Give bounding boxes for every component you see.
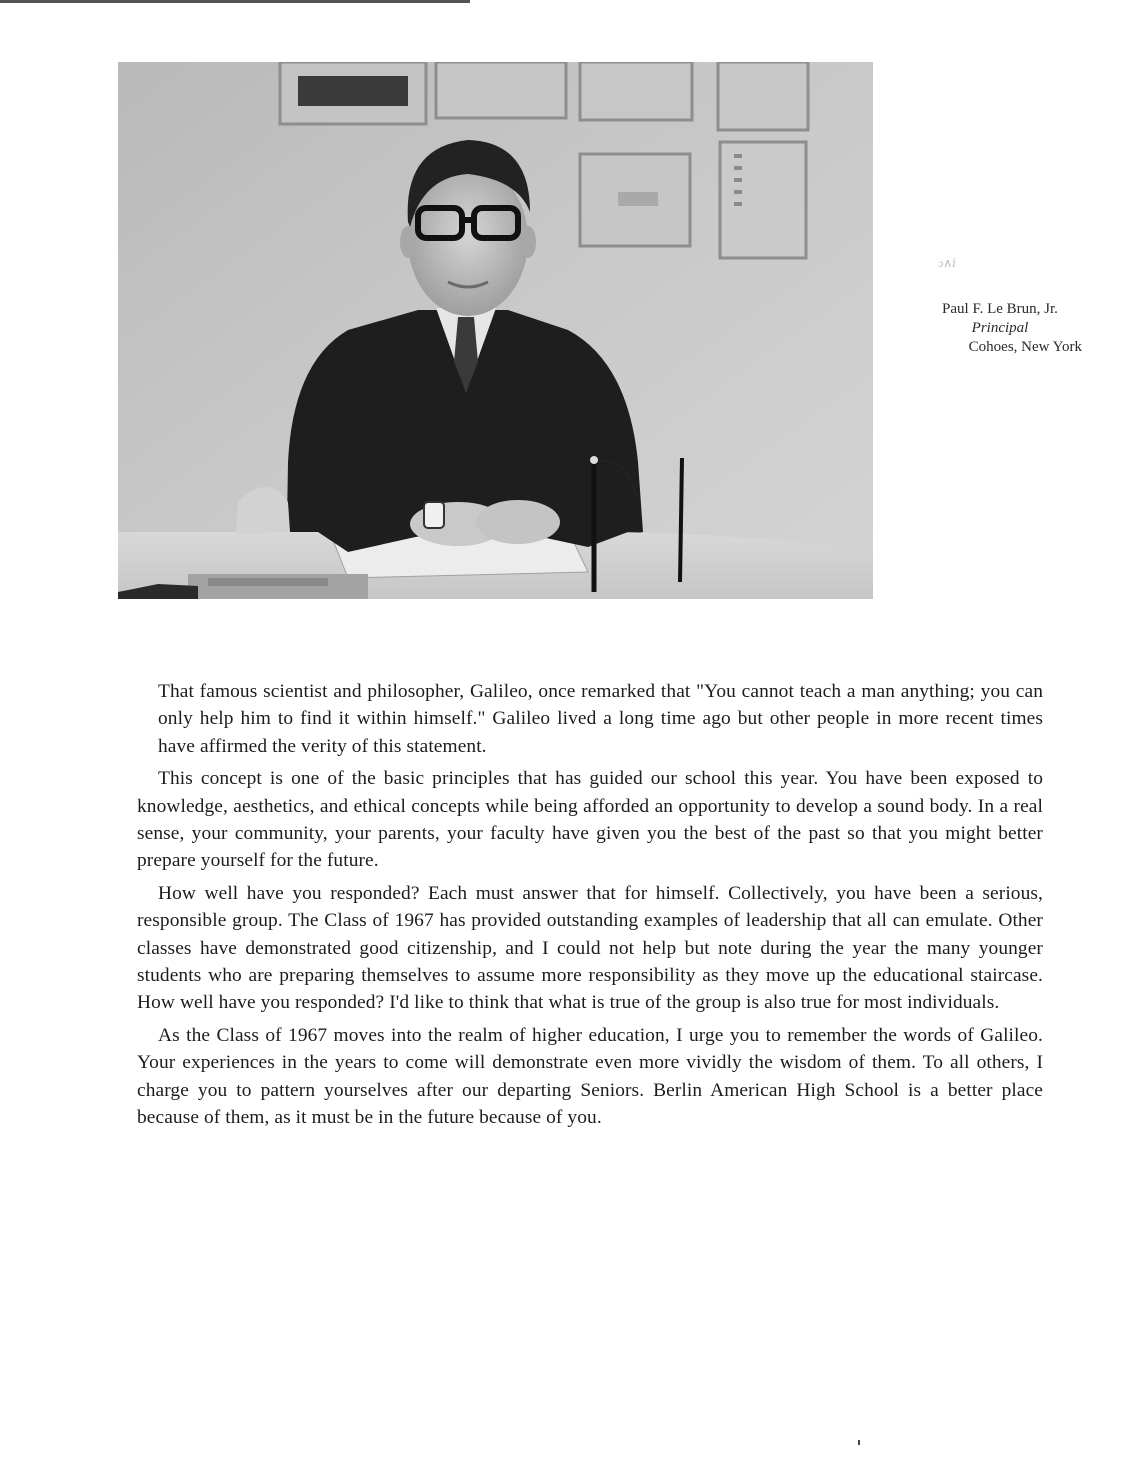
principal-title: Principal xyxy=(971,320,1029,336)
principal-name: Paul F. Le Brun, Jr. xyxy=(942,301,1058,317)
photo-caption xyxy=(888,300,1098,357)
letter-paragraph-1: That famous scientist and philosopher, Galileo, once remarked that "You cannot teach a man anything; you can only help him to find it within himself." Galileo lived a long time ago but other people in more recent times have affirmed the verity of this statement. xyxy=(158,681,1043,757)
pencil-mark: ↄ∧ⅰ xyxy=(938,256,956,270)
letter-paragraph-3: How well have you responded? Each must answer that for himself. Collectively, you have been a serious, responsible group. The Class of 1967 has provided outstanding examples of leadership that all can emulate. Other classes have demonstrated good citizenship, and I could not help but note during the year the many younger students who are preparing themselves to assume more responsibility as they move up the educational staircase. How well have you responded? I'd like to think that what is true of the group is also true for most individuals. xyxy=(137,882,1043,1014)
page-speck xyxy=(858,1440,860,1445)
letter-paragraph-2: This concept is one of the basic principles that has guided our school this year. You have been exposed to knowledge, aesthetics, and ethical concepts while being afforded an opportunity to develop a sound body. In a real sense, your community, your parents, your faculty have given you the best of the past so that you might better prepare yourself for the future. xyxy=(137,768,1043,872)
principal-photo-drawing xyxy=(118,62,873,599)
principal-hometown: Cohoes, New York xyxy=(968,339,1082,355)
top-rule xyxy=(0,0,470,3)
principal-photo xyxy=(118,62,873,599)
principal-letter xyxy=(137,678,1043,1137)
letter-paragraph-4: As the Class of 1967 moves into the realm of higher education, I urge you to remember the words of Galileo. Your experiences in the years to come will demonstrate even more vividly the wisdom of them. To all others, I charge you to pattern yourselves after our departing Seniors. Berlin American High School is a better place because of them, as it must be in the future because of you. xyxy=(137,1024,1043,1129)
